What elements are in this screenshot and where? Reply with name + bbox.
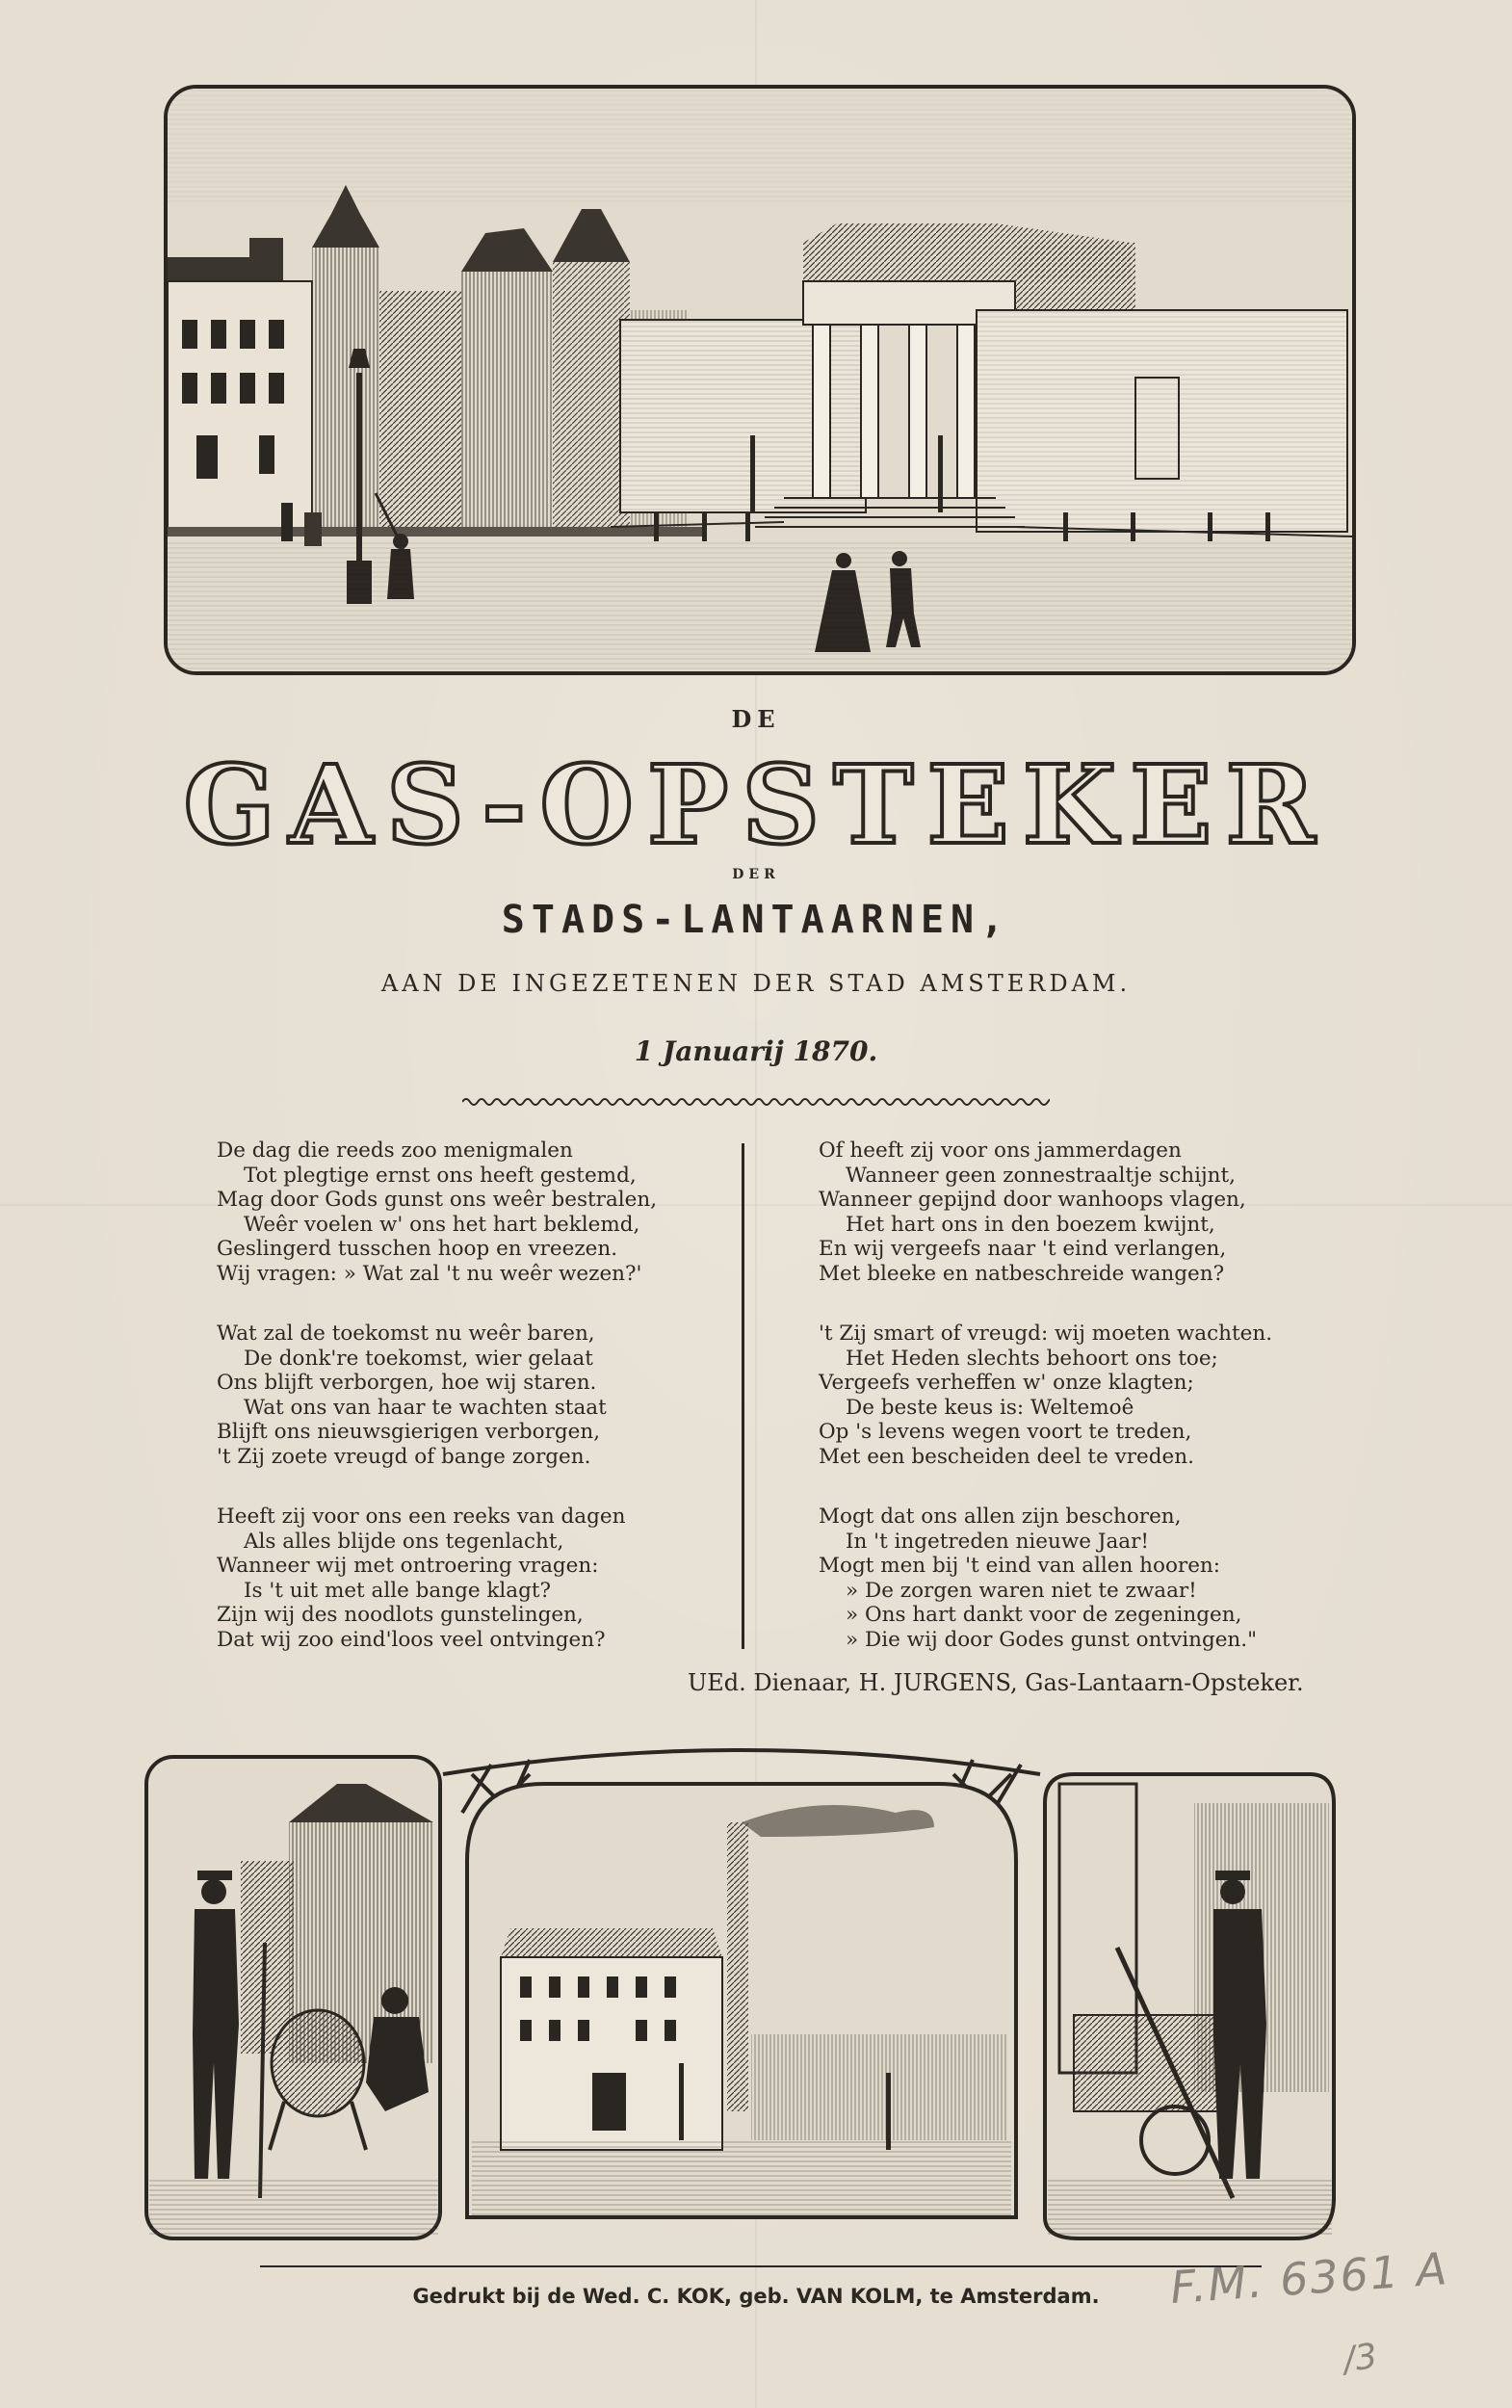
- title-prefix: DE: [731, 705, 781, 733]
- poem-line: En wij vergeefs naar 't eind verlangen,: [819, 1237, 1227, 1261]
- poem-line: Het Heden slechts behoort ons toe;: [846, 1346, 1218, 1371]
- poem-stanza: [217, 1139, 756, 1286]
- subtitle: STADS-LANTAARNEN,: [501, 898, 1011, 942]
- poem-right-column: [819, 1139, 1358, 1688]
- wave-ornament-icon: [462, 1095, 1050, 1109]
- poem-line: De donk're toekomst, wier gelaat: [244, 1346, 593, 1371]
- bottom-engraving: [144, 1745, 1339, 2246]
- poem-line: Wat zal de toekomst nu weêr baren,: [217, 1322, 595, 1346]
- worker-cart-panel: [1045, 1774, 1334, 2238]
- poem-line: Dat wij zoo eind'loos veel ontvingen?: [217, 1627, 606, 1652]
- poem-line: De beste keus is: Weltemoê: [846, 1395, 1134, 1420]
- poem-line: 't Zij smart of vreugd: wij moeten wachten.: [819, 1322, 1273, 1346]
- poem-stanza: [217, 1322, 756, 1469]
- poem-line: De dag die reeds zoo menigmalen: [217, 1139, 573, 1163]
- poem-line: Wanneer gepijnd door wanhoops vlagen,: [819, 1188, 1246, 1212]
- poem-line: Met een bescheiden deel te vreden.: [819, 1444, 1194, 1469]
- poem-line: Geslingerd tusschen hoop en vreezen.: [217, 1237, 618, 1261]
- poem-line: Is 't uit met alle bange klagt?: [244, 1578, 552, 1603]
- poem-stanza: [819, 1322, 1358, 1469]
- poem-line: Of heeft zij voor ons jammerdagen: [819, 1139, 1182, 1163]
- poem-stanza: [819, 1505, 1358, 1652]
- poem-line: Mogt dat ons allen zijn beschoren,: [819, 1505, 1182, 1529]
- poem-line: In 't ingetreden nieuwe Jaar!: [846, 1529, 1150, 1554]
- poem-stanza: [819, 1139, 1358, 1286]
- top-engraving: [164, 85, 1356, 675]
- poem-line: Wanneer wij met ontroering vragen:: [217, 1554, 599, 1578]
- poem-line: Tot plegtige ernst ons heeft gestemd,: [244, 1163, 637, 1188]
- poem-line: » Ons hart dankt voor de zegeningen,: [846, 1603, 1242, 1627]
- poem-line: Wat ons van haar te wachten staat: [244, 1395, 607, 1420]
- poem-line: Weêr voelen w' ons het hart beklemd,: [244, 1212, 640, 1237]
- workers-stove-panel: [146, 1757, 440, 2238]
- poem-line: Zijn wij des noodlots gunstelingen,: [217, 1603, 584, 1627]
- main-title: [0, 742, 1512, 867]
- poem-line: 't Zij zoete vreugd of bange zorgen.: [217, 1444, 591, 1469]
- poem-line: Wanneer geen zonnestraaltje schijnt,: [846, 1163, 1236, 1188]
- poem-line: Wij vragen: » Wat zal 't nu weêr wezen?': [217, 1261, 642, 1286]
- gasworks-panel: [467, 1784, 1016, 2217]
- poem-line: Ons blijft verborgen, hoe wij staren.: [217, 1371, 597, 1395]
- poem-line: Mag door Gods gunst ons weêr bestralen,: [217, 1188, 658, 1212]
- poem-line: Mogt men bij 't eind van allen hooren:: [819, 1554, 1221, 1578]
- poem-line: Heeft zij voor ons een reeks van dagen: [217, 1505, 626, 1529]
- poem-line: Het hart ons in den boezem kwijnt,: [846, 1212, 1215, 1237]
- column-divider: [742, 1143, 744, 1649]
- date-line: 1 Januarij 1870.: [634, 1035, 878, 1067]
- poem-line: Blijft ons nieuwsgierigen verborgen,: [217, 1420, 601, 1444]
- poem-line: » De zorgen waren niet te zwaar!: [846, 1578, 1197, 1603]
- signature-line: UEd. Dienaar, H. JURGENS, Gas-Lantaarn-Opsteker.: [688, 1669, 1304, 1696]
- footer-rule: [260, 2265, 1262, 2267]
- printer-line: Gedrukt bij de Wed. C. KOK, geb. VAN KOLM, te Amsterdam.: [412, 2285, 1100, 2308]
- inventory-number: F.M. 6361 A: [1168, 2241, 1450, 2315]
- title-der: DER: [732, 867, 780, 882]
- main-title-text: GAS-OPSTEKER: [183, 743, 1329, 867]
- poem-stanza: [217, 1505, 756, 1652]
- poem-left-column: [217, 1139, 756, 1688]
- address-line: AAN DE INGEZETENEN DER STAD AMSTERDAM.: [380, 970, 1132, 997]
- poem-line: Met bleeke en natbeschreide wangen?: [819, 1261, 1225, 1286]
- poem-line: » Die wij door Godes gunst ontvingen.": [846, 1627, 1257, 1652]
- inventory-subnumber: /3: [1341, 2336, 1380, 2381]
- poem-line: Als alles blijde ons tegenlacht,: [244, 1529, 564, 1554]
- poem-line: Op 's levens wegen voort te treden,: [819, 1420, 1192, 1444]
- poem-line: Vergeefs verheffen w' onze klagten;: [819, 1371, 1194, 1395]
